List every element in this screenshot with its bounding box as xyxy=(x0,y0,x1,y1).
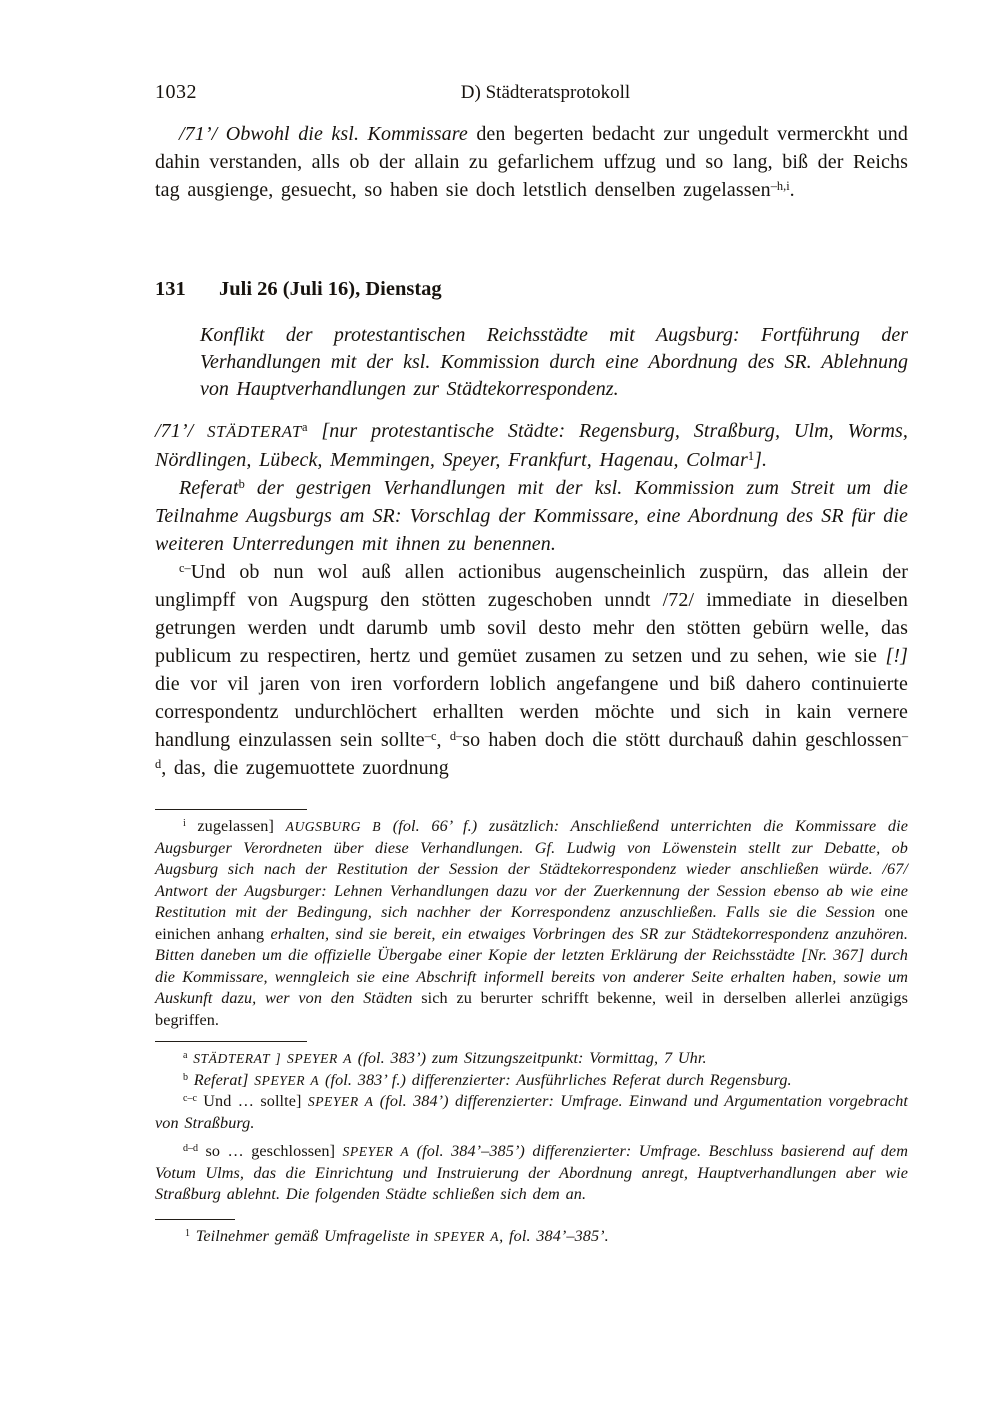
text-run: , das, die zugemuottete zuordnung xyxy=(161,757,449,779)
text-run: der gestrigen Verhandlungen mit der ksl. Kommission zum Streit um die Teilnahme Augsburgs am SR: Vorschlag der Kommissare, eine Abordnung des SR für die weiteren Unterredungen mit ihnen zu benennen. xyxy=(155,477,908,555)
text-run: 1 xyxy=(747,449,755,464)
footnote-separator-bottom xyxy=(155,1219,235,1220)
page-header xyxy=(155,78,908,106)
page-number: 1032 xyxy=(155,81,197,103)
text-run: i xyxy=(183,818,186,830)
text-run: Und … sollte] xyxy=(196,1092,308,1110)
footnote-separator-top xyxy=(155,809,307,810)
text-run: SPEYER A xyxy=(254,1072,320,1088)
text-run: erhalten, sind sie bereit, ein etwaiges Vorbringen des SR zur Städtekorrespondenz anzuhören. Bitten daneben um die offizielle Übergabe einer Kopie der letzten Erklärung der Reichsstädte [Nr. 367] durch die Kommissare, wenngleich sie eine Abschrift informell bereits von anderer Seite erhalten haben, sowie um Auskunft dazu, wer von den Städten xyxy=(155,924,909,1007)
footnote-1 xyxy=(155,1226,908,1248)
section-number: 131 xyxy=(155,278,186,300)
section-title: Juli 26 (Juli 16), Dienstag xyxy=(219,278,442,300)
text-run: (fol. 383’) zum Sitzungszeitpunkt: Vormittag, 7 Uhr. xyxy=(351,1049,707,1067)
text-run: Referat xyxy=(179,477,239,499)
text-run: zugelassen] xyxy=(185,817,286,835)
text-run: b xyxy=(238,477,245,492)
footnote-a xyxy=(155,1048,908,1070)
text-run: [!] xyxy=(885,645,908,667)
section-summary xyxy=(200,322,908,403)
text-run: –h,i xyxy=(770,179,790,194)
text-run: one einichen anhang xyxy=(155,903,908,943)
text-run: a xyxy=(302,420,308,435)
text-run: SPEYER A xyxy=(434,1228,500,1244)
text-run: die vor vil jaren von iren vorfordern loblich angefangene und biß dahero continuierte correspondentz undurchlöchert erhallten werden möchte und sich in kain vernere handlung einzulassen sein sollte xyxy=(155,673,908,751)
text-run: STÄDTERAT xyxy=(207,422,303,441)
text-run: SPEYER A xyxy=(287,1051,352,1066)
text-run: d– xyxy=(449,729,463,744)
text-run: so haben doch die stött durchauß dahin geschlossen xyxy=(462,729,902,751)
text-run: /71’/ xyxy=(155,420,208,442)
text-run: c– xyxy=(179,561,191,576)
text-run: STÄDTERAT ] xyxy=(193,1051,282,1066)
text-run: [nur protestantische Städte: Regensburg, Straßburg, Ulm, Worms, Nördlingen, Lübeck, Memmingen, Speyer, Frankfurt, Hagenau, Colmar xyxy=(155,420,909,471)
text-run: Konflikt der protestantischen Reichsstädte mit Augsburg: Fortführung der Verhandlungen mit der ksl. Kommission durch eine Abordnung des SR. Ablehnung von Hauptverhandlungen zur Städtekorrespondenz. xyxy=(200,324,908,400)
text-run: (fol. 66’ f.) zusätzlich: Anschließend unterrichten die Kommissare die Augsburger Verordneten über diese Verhandlungen. Gf. Ludwig von Löwenstein stellt zur Debatte, ob Augsburg sich nach der Restitution der Session der Städtekorrespondenz wieder anschließen würde. /67/ Antwort der Augsburger: Lehnen Verhandlungen dazu vor der Zuerkennung der Session ebenso ab wie eine Restitution mit der Bedingung, sich nachher der Korrespondenz anzuschließen. Falls sie die Session xyxy=(155,817,908,921)
text-run: AUGSBURG B xyxy=(285,819,382,834)
footnote-separator-middle xyxy=(155,1041,307,1042)
paragraph-staedterat xyxy=(155,417,908,474)
text-run: Und ob nun wol auß allen actionibus augenscheinlich zuspürn, das allein der unglimpff von Augspurg den stötten zugeschoben unndt /72/ immediate in dieselben getrungen werden undt darumb umb sovil desto mehr den stötten gebürn welle, das publicum zu respectiren, hertz und gemüet zusamen zu setzen und zu sehen, wie sie xyxy=(155,561,908,667)
text-run: d–d xyxy=(183,1143,199,1155)
text-run: –d xyxy=(155,729,909,772)
text-run: Teilnehmer gemäß Umfrageliste in xyxy=(195,1226,435,1245)
text-run: , fol. 384’–385’. xyxy=(499,1226,609,1245)
footnote-i xyxy=(155,816,908,1031)
text-run: a xyxy=(183,1050,188,1062)
text-run: , xyxy=(436,729,450,751)
paragraph-main xyxy=(155,558,908,782)
footnote-c xyxy=(155,1091,908,1134)
text-run: Referat] xyxy=(193,1070,255,1089)
text-run: ]. xyxy=(754,449,768,471)
text-run: . xyxy=(789,179,795,201)
section-heading xyxy=(155,274,908,304)
text-run: c–c xyxy=(183,1093,197,1105)
paragraph-referat xyxy=(155,474,908,558)
text-run: (fol. 384’) differenzierter: Umfrage. Einwand und Argumentation vorgebracht von Straßburg. xyxy=(155,1092,908,1132)
text-run: /71’/ Obwohl die ksl. Kommissare xyxy=(179,123,468,145)
text-run: so … geschlossen] xyxy=(198,1142,343,1160)
footnote-b xyxy=(155,1070,908,1092)
text-run: –c xyxy=(424,729,437,744)
text-run: b xyxy=(183,1071,189,1083)
text-run: (fol. 383’ f.) differenzierter: Ausführliches Referat durch Regensburg. xyxy=(319,1070,792,1089)
footnote-d xyxy=(155,1141,908,1206)
text-run: SPEYER A xyxy=(307,1094,374,1109)
text-run: den begerten bedacht zur ungedult vermerckht und dahin verstanden, alls ob der allain zu gefarlichem uffzug und so lang, biß der Reichs tag ausgienge, gesuecht, so haben sie doch letstlich denselben zugelassen xyxy=(155,123,909,201)
text-run: 1 xyxy=(185,1227,191,1239)
text-run: sich zu berurter schrifft bekenne, weil in derselben allerlei anzügigs begriffen. xyxy=(155,989,908,1029)
running-header: D) Städteratsprotokoll xyxy=(460,82,631,103)
paragraph-intro xyxy=(155,120,908,232)
text-run: (fol. 384’–385’) differenzierter: Umfrage. Beschluss basierend auf dem Votum Ulms, das die Einrichtung und Instruierung der Abordnung anregt, Hauptverhandlungen aber wie Straßburg ablehnt. Die folgenden Städte schließen sich dem an. xyxy=(155,1142,908,1203)
text-run: SPEYER A xyxy=(342,1144,410,1159)
